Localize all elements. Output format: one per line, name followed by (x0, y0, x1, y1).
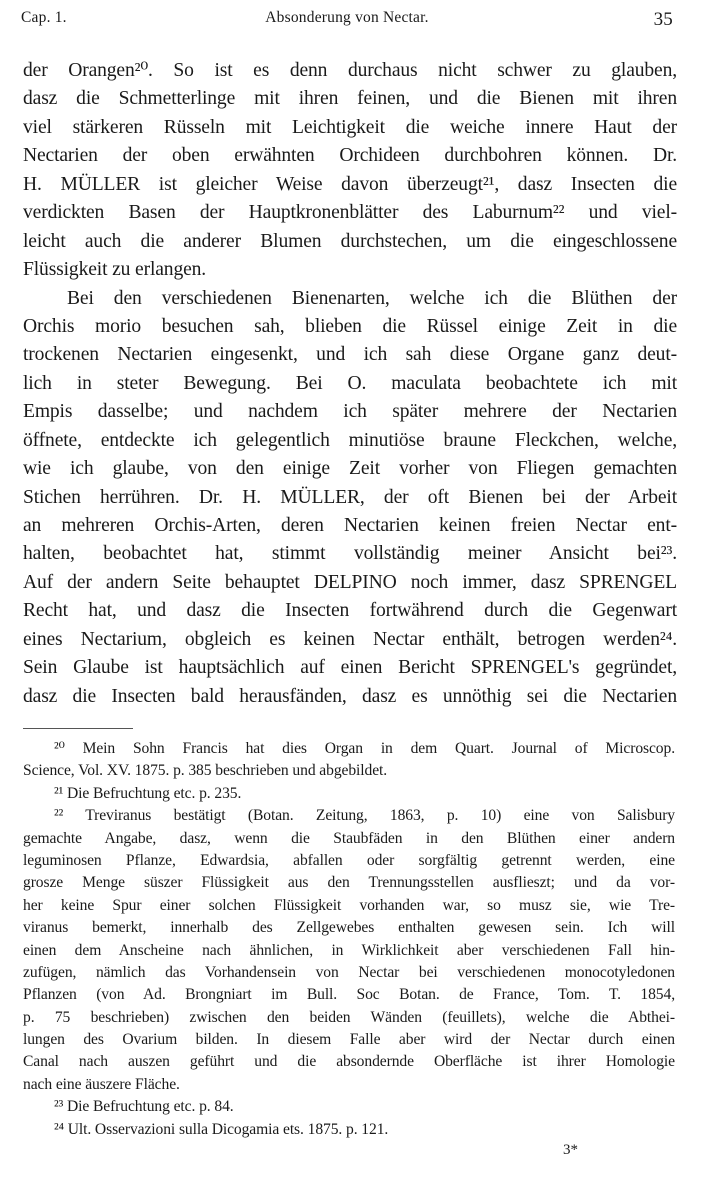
paragraph-start-line: Bei den verschiedenen Bienenarten, welche ich die Blüthen der (67, 287, 677, 309)
text-line: viel stärkeren Rüsseln mit Leichtigkeit die weiche innere Haut der (23, 116, 677, 138)
footnote-line: Science, Vol. XV. 1875. p. 385 beschrieben und abgebildet. (23, 762, 388, 780)
footnote-line: leguminosen Pflanze, Edwardsia, abfallen oder sorgfältig getrennt werden, eine (23, 851, 675, 869)
footnote-line: her keine Spur einer solchen Flüssigkeit vorhanden war, so musz sie, wie Tre- (23, 896, 675, 914)
page-number: 35 (653, 9, 673, 30)
footnote-line: Canal nach auszen geführt und die absondernde Oberfläche ist ihrer Homologie (23, 1053, 675, 1071)
footnotes (23, 738, 675, 1141)
footnote-line: einen dem Anscheine nach ähnlichen, in Wirklichkeit aber verschiedenen Fall hin- (23, 941, 675, 959)
footnote-line: p. 75 beschrieben) zwischen den beiden Wänden (feuillets), welche die Abthei- (23, 1008, 675, 1026)
footnote-21: ²¹ Die Befruchtung etc. p. 235. (54, 784, 242, 802)
text-line: wie ich glaube, von den einige Zeit vorher von Fliegen gemachten (23, 458, 677, 480)
text-line: leicht auch die anderer Blumen durchstechen, um die eingeschlossene (23, 230, 677, 252)
text-line: an mehreren Orchis-Arten, deren Nectarien keinen freien Nectar ent- (23, 515, 677, 536)
text-line: dasz die Schmetterlinge mit ihren feinen, und die Bienen mit ihren (23, 88, 677, 110)
text-line: lich in steter Bewegung. Bei O. maculata beobachtete ich mit (23, 372, 677, 394)
footnote-24: ²⁴ Ult. Osservazioni sulla Dicogamia ets. 1875. p. 121. (54, 1120, 389, 1138)
footnote-23: ²³ Die Befruchtung etc. p. 84. (54, 1098, 234, 1116)
text-line: Auf der andern Seite behauptet DELPINO noch immer, dasz SPRENGEL (23, 571, 677, 593)
footnote-20: ²⁰ Mein Sohn Francis hat dies Organ in dem Quart. Journal of Microscop. (54, 740, 675, 757)
text-line: halten, beobachtet hat, stimmt vollständig meiner Ansicht bei²³. (23, 543, 677, 565)
text-line: Orchis morio besuchen sah, blieben die Rüssel einige Zeit in die (23, 315, 677, 337)
text-line: öffnete, entdeckte ich gelegentlich minutiöse braune Fleckchen, welche, (23, 429, 677, 451)
footnote-line: nach eine äuszere Fläche. (23, 1075, 180, 1093)
signature-mark: 3* (563, 1142, 578, 1158)
text-line: verdickten Basen der Hauptkronenblätter des Laburnum²² und viel- (23, 202, 677, 224)
chapter-label: Cap. 1. (21, 9, 67, 26)
text-line: Empis dasselbe; und nachdem ich später mehrere der Nectarien (23, 401, 677, 423)
footnote-line: gemachte Angabe, dasz, wenn die Staubfäden in den Blüthen einer andern (23, 829, 675, 847)
text-line: trockenen Nectarien eingesenkt, und ich sah diese Organe ganz deut- (23, 344, 677, 366)
text-line: Nectarien der oben erwähnten Orchideen durchbohren können. Dr. (23, 145, 677, 167)
running-title: Absonderung von Nectar. (265, 9, 429, 26)
footnote-line: Pflanzen (von Ad. Brongniart im Bull. Soc Botan. de France, Tom. T. 1854, (23, 986, 675, 1004)
main-text (23, 57, 677, 711)
footnote-line: lungen des Ovarium bilden. In diesem Falle aber wird der Nectar durch einen (23, 1031, 675, 1049)
text-line: der Orangen²⁰. So ist es denn durchaus nicht schwer zu glauben, (23, 60, 677, 81)
text-line: eines Nectarium, obgleich es keinen Nectar enthält, betrogen werden²⁴. (23, 628, 677, 650)
text-line: Recht hat, und dasz die Insecten fortwährend durch die Gegenwart (23, 600, 677, 622)
footnote-divider (23, 728, 133, 729)
footnote-line: viranus bemerkt, innerhalb des Zellgewebes enthalten gewesen sein. Ich will (23, 919, 675, 937)
footnote-line: grosze Menge süszer Flüssigkeit aus den Trennungsstellen ausflieszt; und da vor- (23, 874, 675, 892)
text-line: Sein Glaube ist hauptsächlich auf einen Bericht SPRENGEL's gegründet, (23, 657, 677, 679)
text-line: dasz die Insecten bald herausfänden, dasz es unnöthig sei die Nectarien (23, 685, 677, 707)
footnote-line: zufügen, nämlich das Vorhandensein von Nectar bei verschiedenen monocotyledonen (23, 963, 675, 981)
text-line: H. MÜLLER ist gleicher Weise davon überzeugt²¹, dasz Insecten die (23, 173, 677, 195)
text-line: Stichen herrühren. Dr. H. MÜLLER, der oft Bienen bei der Arbeit (23, 486, 677, 508)
running-header (21, 7, 673, 35)
footnote-22: ²² Treviranus bestätigt (Botan. Zeitung, 1863, p. 10) eine von Salisbury (54, 807, 675, 825)
text-line: Flüssigkeit zu erlangen. (23, 259, 207, 281)
